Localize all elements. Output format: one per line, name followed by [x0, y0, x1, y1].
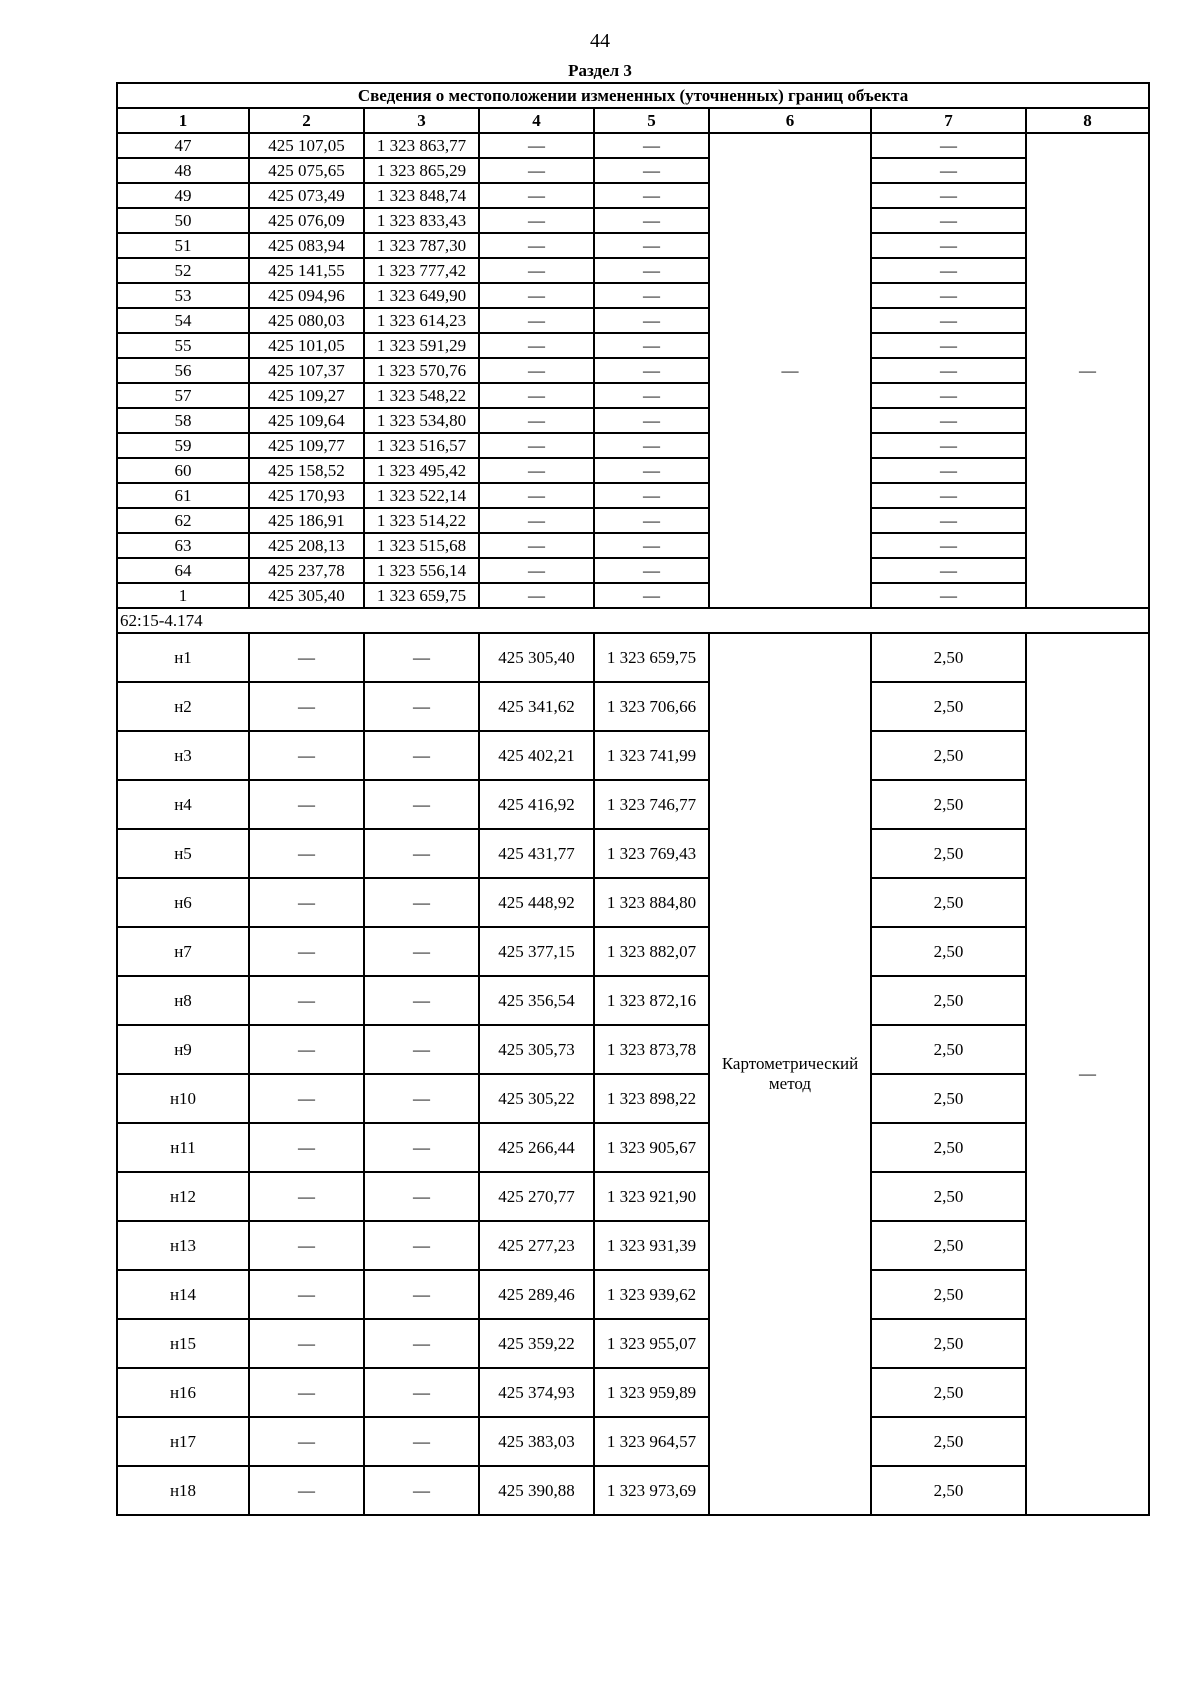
- table-row: [117, 358, 1149, 383]
- y-new-cell: —: [594, 383, 709, 408]
- y-new-cell: 1 323 873,78: [594, 1025, 709, 1074]
- accuracy-cell: —: [871, 458, 1026, 483]
- point-number: н4: [117, 780, 249, 829]
- point-number: н14: [117, 1270, 249, 1319]
- y-old-cell: 1 323 833,43: [364, 208, 479, 233]
- x-old-cell: 425 170,93: [249, 483, 364, 508]
- y-old-cell: —: [364, 1123, 479, 1172]
- point-number: н2: [117, 682, 249, 731]
- table-body: [117, 83, 1149, 1515]
- table-row: [117, 1074, 1149, 1123]
- group-row: [117, 608, 1149, 633]
- y-old-cell: —: [364, 1466, 479, 1515]
- y-old-cell: —: [364, 1025, 479, 1074]
- accuracy-cell: —: [871, 383, 1026, 408]
- point-number: 64: [117, 558, 249, 583]
- y-new-cell: 1 323 872,16: [594, 976, 709, 1025]
- table-row: [117, 283, 1149, 308]
- point-number: н8: [117, 976, 249, 1025]
- x-old-cell: —: [249, 780, 364, 829]
- point-number: 58: [117, 408, 249, 433]
- y-new-cell: —: [594, 208, 709, 233]
- x-old-cell: —: [249, 682, 364, 731]
- x-new-cell: 425 270,77: [479, 1172, 594, 1221]
- x-new-cell: —: [479, 333, 594, 358]
- table-row: [117, 1123, 1149, 1172]
- accuracy-cell: 2,50: [871, 1368, 1026, 1417]
- y-new-cell: 1 323 921,90: [594, 1172, 709, 1221]
- x-new-cell: —: [479, 483, 594, 508]
- y-new-cell: 1 323 931,39: [594, 1221, 709, 1270]
- point-number: н9: [117, 1025, 249, 1074]
- y-new-cell: —: [594, 433, 709, 458]
- table-row: [117, 483, 1149, 508]
- table-row: [117, 633, 1149, 682]
- y-old-cell: —: [364, 976, 479, 1025]
- y-old-cell: —: [364, 878, 479, 927]
- y-new-cell: —: [594, 533, 709, 558]
- table-row: [117, 1025, 1149, 1074]
- x-new-cell: 425 359,22: [479, 1319, 594, 1368]
- accuracy-cell: —: [871, 483, 1026, 508]
- accuracy-cell: —: [871, 583, 1026, 608]
- table-row: [117, 1319, 1149, 1368]
- table-row: [117, 1368, 1149, 1417]
- x-old-cell: —: [249, 976, 364, 1025]
- x-old-cell: —: [249, 1466, 364, 1515]
- method-cell: Картометрический метод: [709, 633, 871, 1515]
- accuracy-cell: —: [871, 358, 1026, 383]
- point-number: н3: [117, 731, 249, 780]
- column-number: 7: [871, 108, 1026, 133]
- x-old-cell: —: [249, 1319, 364, 1368]
- y-old-cell: —: [364, 731, 479, 780]
- y-new-cell: 1 323 882,07: [594, 927, 709, 976]
- table-row: [117, 333, 1149, 358]
- point-number: н10: [117, 1074, 249, 1123]
- y-new-cell: —: [594, 508, 709, 533]
- x-new-cell: 425 289,46: [479, 1270, 594, 1319]
- point-number: 62: [117, 508, 249, 533]
- x-new-cell: —: [479, 533, 594, 558]
- x-old-cell: 425 075,65: [249, 158, 364, 183]
- table-row: [117, 508, 1149, 533]
- y-new-cell: —: [594, 358, 709, 383]
- accuracy-cell: —: [871, 158, 1026, 183]
- table-row: [117, 383, 1149, 408]
- column-number: 6: [709, 108, 871, 133]
- y-new-cell: 1 323 959,89: [594, 1368, 709, 1417]
- point-number: 55: [117, 333, 249, 358]
- table-row: [117, 233, 1149, 258]
- table-row: [117, 1221, 1149, 1270]
- accuracy-cell: —: [871, 333, 1026, 358]
- point-number: 50: [117, 208, 249, 233]
- y-old-cell: —: [364, 1221, 479, 1270]
- point-number: н16: [117, 1368, 249, 1417]
- x-old-cell: 425 305,40: [249, 583, 364, 608]
- x-old-cell: —: [249, 1368, 364, 1417]
- y-old-cell: —: [364, 633, 479, 682]
- x-new-cell: —: [479, 433, 594, 458]
- point-number: 56: [117, 358, 249, 383]
- point-number: 1: [117, 583, 249, 608]
- point-number: 52: [117, 258, 249, 283]
- y-new-cell: 1 323 884,80: [594, 878, 709, 927]
- point-number: 53: [117, 283, 249, 308]
- x-old-cell: 425 107,05: [249, 133, 364, 158]
- table-caption-row: [117, 83, 1149, 108]
- point-number: н1: [117, 633, 249, 682]
- point-number: н11: [117, 1123, 249, 1172]
- y-old-cell: 1 323 865,29: [364, 158, 479, 183]
- accuracy-cell: —: [871, 133, 1026, 158]
- x-old-cell: —: [249, 731, 364, 780]
- y-old-cell: —: [364, 682, 479, 731]
- x-new-cell: —: [479, 183, 594, 208]
- accuracy-cell: 2,50: [871, 682, 1026, 731]
- accuracy-cell: 2,50: [871, 633, 1026, 682]
- accuracy-cell: 2,50: [871, 1319, 1026, 1368]
- accuracy-cell: —: [871, 558, 1026, 583]
- accuracy-cell: 2,50: [871, 1417, 1026, 1466]
- point-number: н7: [117, 927, 249, 976]
- accuracy-cell: 2,50: [871, 1221, 1026, 1270]
- y-new-cell: 1 323 964,57: [594, 1417, 709, 1466]
- table-row: [117, 1417, 1149, 1466]
- x-new-cell: —: [479, 283, 594, 308]
- y-old-cell: —: [364, 829, 479, 878]
- table-row: [117, 533, 1149, 558]
- x-new-cell: 425 374,93: [479, 1368, 594, 1417]
- y-new-cell: —: [594, 333, 709, 358]
- x-old-cell: —: [249, 829, 364, 878]
- y-new-cell: 1 323 955,07: [594, 1319, 709, 1368]
- y-new-cell: —: [594, 158, 709, 183]
- point-number: 61: [117, 483, 249, 508]
- point-number: н13: [117, 1221, 249, 1270]
- group-label: 62:15-4.174: [117, 608, 1149, 633]
- table-row: [117, 1172, 1149, 1221]
- x-new-cell: 425 402,21: [479, 731, 594, 780]
- accuracy-cell: 2,50: [871, 1123, 1026, 1172]
- accuracy-cell: 2,50: [871, 976, 1026, 1025]
- x-old-cell: 425 083,94: [249, 233, 364, 258]
- point-number: 48: [117, 158, 249, 183]
- accuracy-cell: 2,50: [871, 731, 1026, 780]
- y-old-cell: 1 323 495,42: [364, 458, 479, 483]
- table-row: [117, 878, 1149, 927]
- point-number: 47: [117, 133, 249, 158]
- x-old-cell: 425 158,52: [249, 458, 364, 483]
- x-new-cell: —: [479, 408, 594, 433]
- x-new-cell: —: [479, 233, 594, 258]
- y-new-cell: —: [594, 408, 709, 433]
- point-number: н5: [117, 829, 249, 878]
- table-row: [117, 1270, 1149, 1319]
- accuracy-cell: —: [871, 308, 1026, 333]
- table-row: [117, 976, 1149, 1025]
- x-new-cell: 425 305,73: [479, 1025, 594, 1074]
- x-new-cell: —: [479, 458, 594, 483]
- table-row: [117, 583, 1149, 608]
- coordinates-table: [116, 82, 1150, 1516]
- y-old-cell: —: [364, 1417, 479, 1466]
- x-new-cell: 425 305,22: [479, 1074, 594, 1123]
- y-old-cell: 1 323 659,75: [364, 583, 479, 608]
- accuracy-cell: —: [871, 408, 1026, 433]
- y-old-cell: —: [364, 1368, 479, 1417]
- accuracy-cell: —: [871, 508, 1026, 533]
- x-new-cell: 425 277,23: [479, 1221, 594, 1270]
- table-row: [117, 133, 1149, 158]
- y-new-cell: —: [594, 583, 709, 608]
- method-cell: —: [709, 133, 871, 608]
- x-old-cell: —: [249, 1123, 364, 1172]
- x-old-cell: 425 186,91: [249, 508, 364, 533]
- description-cell: —: [1026, 133, 1149, 608]
- accuracy-cell: —: [871, 258, 1026, 283]
- x-old-cell: —: [249, 1417, 364, 1466]
- point-number: 51: [117, 233, 249, 258]
- column-number: 4: [479, 108, 594, 133]
- y-new-cell: —: [594, 258, 709, 283]
- point-number: н12: [117, 1172, 249, 1221]
- x-new-cell: 425 266,44: [479, 1123, 594, 1172]
- y-old-cell: —: [364, 1270, 479, 1319]
- y-new-cell: —: [594, 133, 709, 158]
- point-number: 54: [117, 308, 249, 333]
- section-title: Раздел 3: [568, 61, 632, 80]
- y-new-cell: —: [594, 308, 709, 333]
- x-old-cell: —: [249, 1025, 364, 1074]
- table-row: [117, 408, 1149, 433]
- accuracy-cell: 2,50: [871, 829, 1026, 878]
- accuracy-cell: —: [871, 183, 1026, 208]
- y-new-cell: —: [594, 183, 709, 208]
- y-old-cell: —: [364, 780, 479, 829]
- y-new-cell: —: [594, 283, 709, 308]
- y-old-cell: 1 323 777,42: [364, 258, 479, 283]
- column-number: 5: [594, 108, 709, 133]
- table-row: [117, 731, 1149, 780]
- accuracy-cell: 2,50: [871, 927, 1026, 976]
- point-number: н6: [117, 878, 249, 927]
- accuracy-cell: 2,50: [871, 1025, 1026, 1074]
- accuracy-cell: —: [871, 433, 1026, 458]
- accuracy-cell: 2,50: [871, 1172, 1026, 1221]
- x-old-cell: 425 073,49: [249, 183, 364, 208]
- x-old-cell: —: [249, 633, 364, 682]
- y-old-cell: —: [364, 1319, 479, 1368]
- table-row: [117, 258, 1149, 283]
- x-old-cell: —: [249, 1172, 364, 1221]
- accuracy-cell: 2,50: [871, 780, 1026, 829]
- table-row: [117, 829, 1149, 878]
- accuracy-cell: 2,50: [871, 1270, 1026, 1319]
- point-number: н18: [117, 1466, 249, 1515]
- x-new-cell: 425 416,92: [479, 780, 594, 829]
- y-new-cell: —: [594, 558, 709, 583]
- table-row: [117, 682, 1149, 731]
- x-new-cell: —: [479, 558, 594, 583]
- x-new-cell: —: [479, 583, 594, 608]
- y-new-cell: 1 323 973,69: [594, 1466, 709, 1515]
- x-new-cell: 425 356,54: [479, 976, 594, 1025]
- y-old-cell: 1 323 614,23: [364, 308, 479, 333]
- x-old-cell: 425 109,27: [249, 383, 364, 408]
- y-old-cell: 1 323 515,68: [364, 533, 479, 558]
- x-old-cell: 425 208,13: [249, 533, 364, 558]
- accuracy-cell: —: [871, 283, 1026, 308]
- accuracy-cell: 2,50: [871, 1074, 1026, 1123]
- x-new-cell: —: [479, 208, 594, 233]
- x-new-cell: 425 431,77: [479, 829, 594, 878]
- x-new-cell: —: [479, 133, 594, 158]
- x-old-cell: —: [249, 1221, 364, 1270]
- table-row: [117, 458, 1149, 483]
- x-old-cell: 425 076,09: [249, 208, 364, 233]
- y-new-cell: 1 323 741,99: [594, 731, 709, 780]
- accuracy-cell: —: [871, 208, 1026, 233]
- y-old-cell: 1 323 649,90: [364, 283, 479, 308]
- x-old-cell: —: [249, 1270, 364, 1319]
- table-row: [117, 780, 1149, 829]
- x-new-cell: —: [479, 383, 594, 408]
- y-old-cell: —: [364, 1074, 479, 1123]
- y-old-cell: 1 323 863,77: [364, 133, 479, 158]
- table-row: [117, 1466, 1149, 1515]
- table-row: [117, 208, 1149, 233]
- y-old-cell: 1 323 848,74: [364, 183, 479, 208]
- x-new-cell: 425 390,88: [479, 1466, 594, 1515]
- x-old-cell: 425 109,77: [249, 433, 364, 458]
- y-old-cell: 1 323 548,22: [364, 383, 479, 408]
- x-new-cell: —: [479, 358, 594, 383]
- table-row: [117, 308, 1149, 333]
- x-old-cell: —: [249, 1074, 364, 1123]
- page-number: 44: [590, 30, 610, 52]
- x-old-cell: —: [249, 927, 364, 976]
- x-new-cell: —: [479, 508, 594, 533]
- x-new-cell: 425 377,15: [479, 927, 594, 976]
- x-old-cell: 425 080,03: [249, 308, 364, 333]
- x-new-cell: 425 448,92: [479, 878, 594, 927]
- point-number: н17: [117, 1417, 249, 1466]
- table-caption: Сведения о местоположении измененных (уточненных) границ объекта: [117, 83, 1149, 108]
- y-old-cell: 1 323 514,22: [364, 508, 479, 533]
- y-new-cell: 1 323 939,62: [594, 1270, 709, 1319]
- y-old-cell: 1 323 516,57: [364, 433, 479, 458]
- x-old-cell: 425 109,64: [249, 408, 364, 433]
- x-new-cell: —: [479, 308, 594, 333]
- y-new-cell: —: [594, 483, 709, 508]
- x-old-cell: 425 094,96: [249, 283, 364, 308]
- y-old-cell: 1 323 570,76: [364, 358, 479, 383]
- x-new-cell: 425 305,40: [479, 633, 594, 682]
- y-old-cell: —: [364, 1172, 479, 1221]
- y-old-cell: 1 323 556,14: [364, 558, 479, 583]
- y-new-cell: 1 323 905,67: [594, 1123, 709, 1172]
- x-old-cell: 425 237,78: [249, 558, 364, 583]
- y-new-cell: 1 323 898,22: [594, 1074, 709, 1123]
- point-number: 59: [117, 433, 249, 458]
- accuracy-cell: 2,50: [871, 878, 1026, 927]
- table-row: [117, 433, 1149, 458]
- point-number: 60: [117, 458, 249, 483]
- point-number: 49: [117, 183, 249, 208]
- table-row: [117, 927, 1149, 976]
- x-new-cell: —: [479, 258, 594, 283]
- y-new-cell: —: [594, 458, 709, 483]
- x-old-cell: 425 141,55: [249, 258, 364, 283]
- y-new-cell: 1 323 706,66: [594, 682, 709, 731]
- table-row: [117, 183, 1149, 208]
- column-number: 8: [1026, 108, 1149, 133]
- y-old-cell: 1 323 534,80: [364, 408, 479, 433]
- accuracy-cell: —: [871, 533, 1026, 558]
- x-new-cell: 425 341,62: [479, 682, 594, 731]
- description-cell: —: [1026, 633, 1149, 1515]
- table-row: [117, 558, 1149, 583]
- y-old-cell: 1 323 787,30: [364, 233, 479, 258]
- x-old-cell: 425 107,37: [249, 358, 364, 383]
- column-number: 3: [364, 108, 479, 133]
- accuracy-cell: —: [871, 233, 1026, 258]
- y-old-cell: 1 323 591,29: [364, 333, 479, 358]
- point-number: 63: [117, 533, 249, 558]
- y-old-cell: —: [364, 927, 479, 976]
- table-row: [117, 158, 1149, 183]
- x-old-cell: —: [249, 878, 364, 927]
- x-old-cell: 425 101,05: [249, 333, 364, 358]
- y-new-cell: 1 323 769,43: [594, 829, 709, 878]
- y-new-cell: 1 323 746,77: [594, 780, 709, 829]
- y-new-cell: 1 323 659,75: [594, 633, 709, 682]
- point-number: н15: [117, 1319, 249, 1368]
- x-new-cell: —: [479, 158, 594, 183]
- y-new-cell: —: [594, 233, 709, 258]
- column-number: 2: [249, 108, 364, 133]
- accuracy-cell: 2,50: [871, 1466, 1026, 1515]
- column-number: 1: [117, 108, 249, 133]
- y-old-cell: 1 323 522,14: [364, 483, 479, 508]
- x-new-cell: 425 383,03: [479, 1417, 594, 1466]
- column-number-row: [117, 108, 1149, 133]
- point-number: 57: [117, 383, 249, 408]
